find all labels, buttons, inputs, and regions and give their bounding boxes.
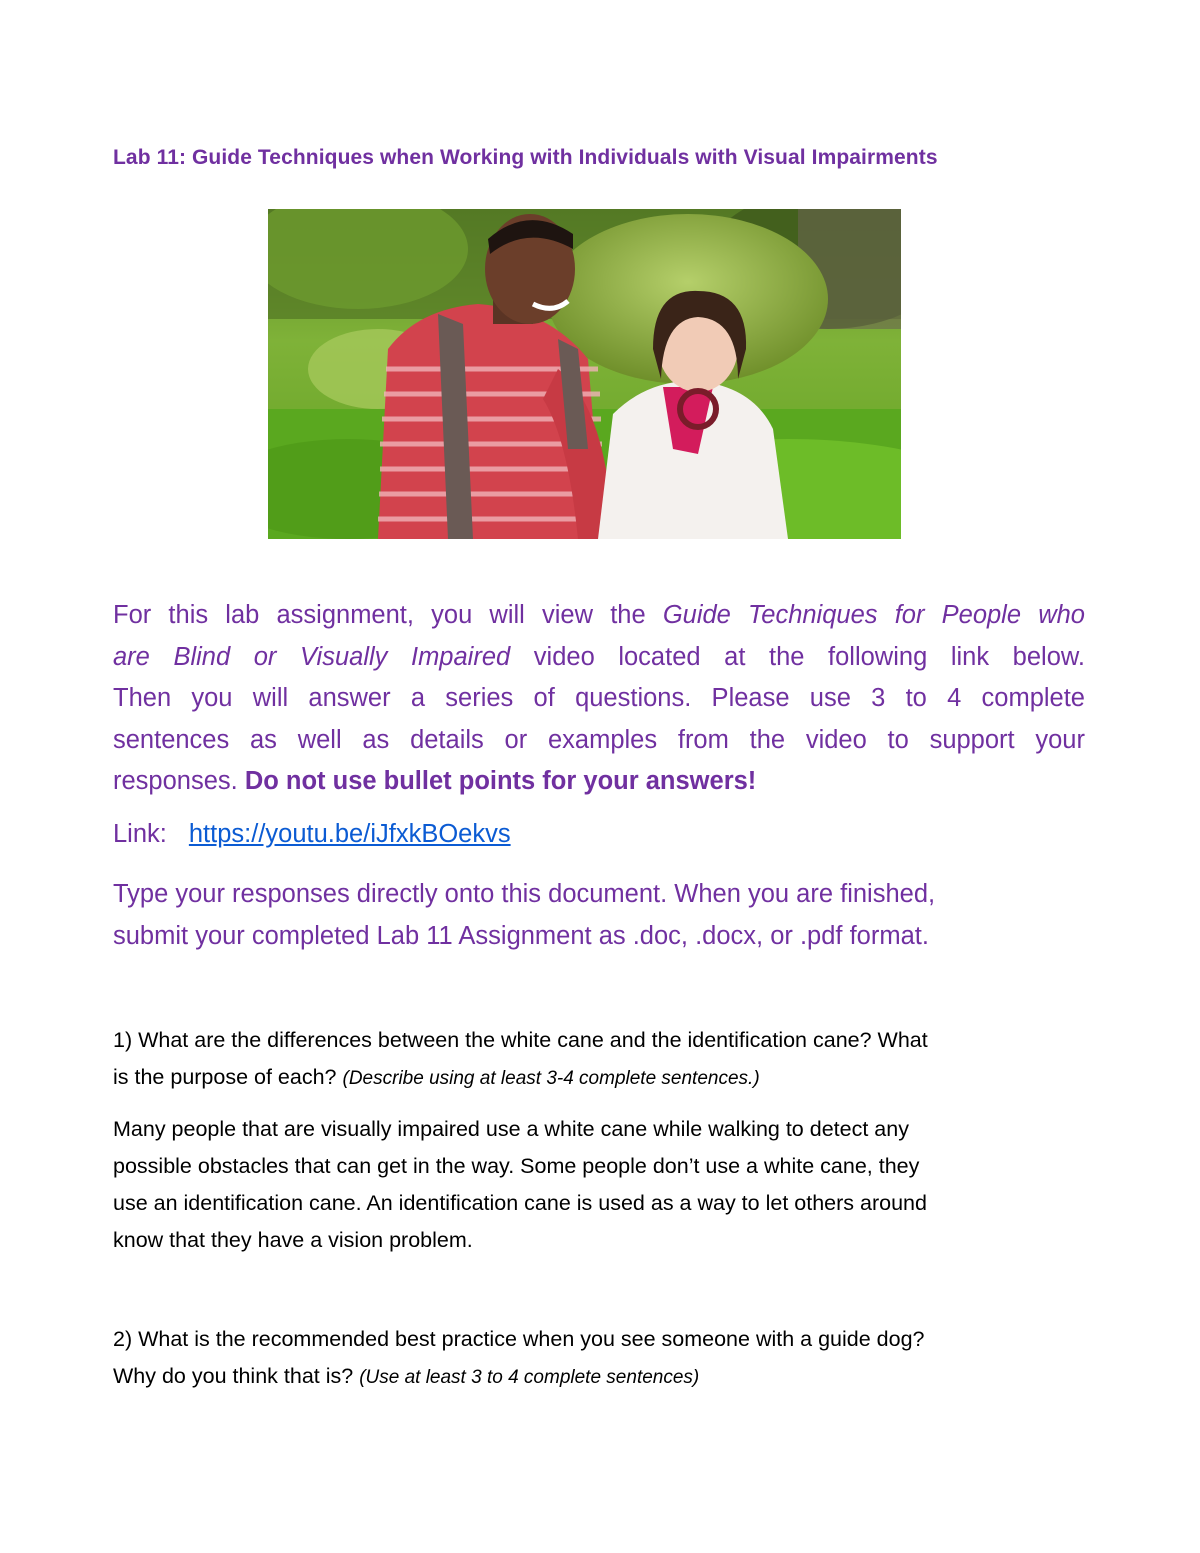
photo-guide-walk: [268, 209, 901, 539]
video-title-part-1: Guide Techniques for People who: [662, 601, 1085, 629]
question-1-line-1: 1) What are the differences between the white cane and the identification cane? What: [113, 1028, 928, 1052]
intro-line-1: For this lab assignment, you will view the Guide Techniques for People who: [113, 601, 1085, 629]
video-link[interactable]: https://youtu.be/iJfxkBOekvs: [188, 820, 511, 848]
instructions-line-1: Type your responses directly onto this document. When you are finished,: [113, 880, 936, 908]
answer-1-line-4: know that they have a vision problem.: [113, 1228, 473, 1252]
question-1-line-2: is the purpose of each? (Describe using at least 3-4 complete sentences.): [113, 1065, 760, 1089]
answer-1-line-1: Many people that are visually impaired use a white cane while walking to detect any: [113, 1117, 909, 1141]
intro-paragraph: [113, 595, 1085, 803]
link-line: [113, 820, 511, 849]
answer-1-line-3: use an identification cane. An identification cane is used as a way to let others around: [113, 1191, 927, 1215]
instructions-paragraph: [113, 874, 1093, 957]
question-1: [113, 1022, 1093, 1097]
intro-line-5: responses. Do not use bullet points for your answers!: [113, 767, 757, 795]
bullet-warning: Do not use bullet points for your answers!: [244, 767, 757, 795]
link-label: Link:: [113, 820, 167, 848]
intro-line-2: are Blind or Visually Impaired video located at the following link below.: [113, 642, 1085, 671]
question-2-hint: (Use at least 3 to 4 complete sentences): [359, 1367, 700, 1388]
answer-1[interactable]: [113, 1111, 1093, 1259]
question-1-hint: (Describe using at least 3-4 complete sentences.): [342, 1068, 760, 1089]
question-2-line-2: Why do you think that is? (Use at least 3 to 4 complete sentences): [113, 1364, 700, 1388]
page-title: Lab 11: Guide Techniques when Working with Individuals with Visual Impairments: [113, 146, 938, 169]
question-2: [113, 1321, 1093, 1396]
question-2-line-1: 2) What is the recommended best practice when you see someone with a guide dog?: [113, 1327, 925, 1351]
instructions-line-2: submit your completed Lab 11 Assignment as .doc, .docx, or .pdf format.: [113, 921, 929, 950]
intro-line-4: sentences as well as details or examples from the video to support your: [113, 725, 1085, 754]
intro-line-3: Then you will answer a series of questions. Please use 3 to 4 complete: [113, 684, 1085, 712]
answer-1-line-2: possible obstacles that can get in the way. Some people don’t use a white cane, they: [113, 1154, 920, 1178]
video-title-part-2: are Blind or Visually Impaired: [113, 642, 511, 671]
